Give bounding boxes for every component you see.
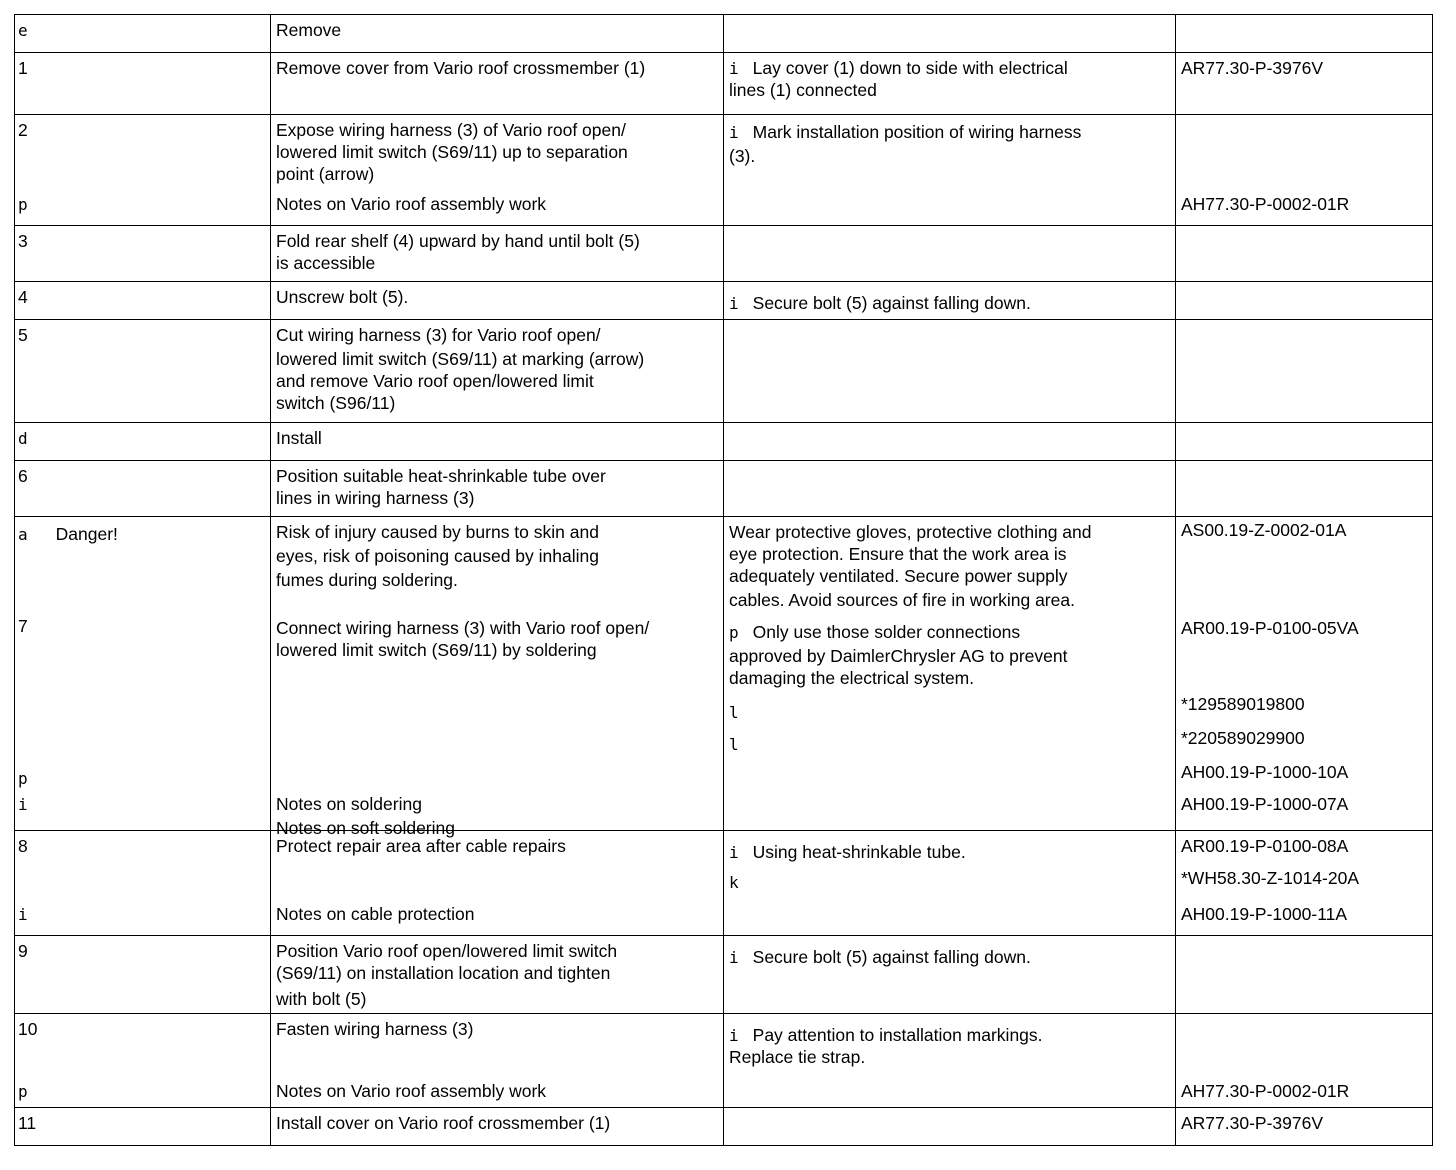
cell-line: [729, 292, 1031, 314]
cell-text: AH77.30-P-0002-01R: [1181, 1081, 1350, 1101]
table-row: [15, 15, 1433, 53]
cell-text: lines in wiring harness (3): [276, 488, 475, 508]
cell-text: Cut wiring harness (3) for Vario roof open/: [276, 325, 601, 345]
cell-line: [276, 230, 640, 252]
step-symbol: a: [18, 525, 28, 544]
cell-line: [729, 79, 877, 101]
cell-line: [18, 903, 42, 925]
cell-text: lowered limit switch (S69/11) at marking (arrow): [276, 349, 645, 369]
cell-c2: [271, 936, 724, 1014]
cell-line: [729, 565, 1068, 587]
cell-line: [729, 946, 1031, 968]
cell-text: lowered limit switch (S69/11) by soldering: [276, 640, 597, 660]
cell-text: Secure bolt (5) against falling down.: [752, 947, 1031, 967]
cell-c4: [1176, 15, 1433, 53]
procedure-table-body: [15, 15, 1433, 1146]
cell-line: [729, 521, 1092, 543]
cell-text: AR77.30-P-3976V: [1181, 1113, 1324, 1133]
cell-text: cables. Avoid sources of fire in working area.: [729, 590, 1075, 610]
cell-text: 8: [18, 836, 28, 856]
cell-text: 11: [18, 1113, 37, 1133]
cell-line: [276, 1112, 610, 1134]
cell-c1: [15, 831, 271, 936]
cell-c4: [1176, 226, 1433, 282]
cell-line: [18, 1112, 36, 1134]
cell-line: [276, 392, 395, 414]
cell-c2: [271, 282, 724, 320]
cell-text: 6: [18, 466, 28, 486]
cell-c1: [15, 423, 271, 461]
cell-text: AH00.19-P-1000-07A: [1181, 794, 1349, 814]
cell-c3: [724, 1014, 1176, 1108]
cell-text: Only use those solder connections: [752, 622, 1021, 642]
table-row: [15, 517, 1433, 831]
cell-c2: [271, 320, 724, 423]
cell-line: [276, 569, 458, 591]
cell-line: [18, 324, 28, 346]
cell-line: [18, 1018, 37, 1040]
cell-line: [729, 589, 1075, 611]
cell-text: Pay attention to installation markings.: [752, 1025, 1043, 1045]
step-symbol: i: [729, 59, 739, 78]
cell-line: [1181, 903, 1347, 925]
cell-text: Danger!: [55, 524, 118, 544]
cell-line: [18, 193, 42, 215]
cell-text: is accessible: [276, 253, 376, 273]
cell-line: [18, 230, 28, 252]
cell-text: approved by DaimlerChrysler AG to prevent: [729, 646, 1068, 666]
cell-line: [276, 324, 601, 346]
cell-line: [1181, 57, 1323, 79]
cell-c4: [1176, 1014, 1433, 1108]
cell-c3: [724, 517, 1176, 831]
cell-text: point (arrow): [276, 164, 375, 184]
cell-c2: [271, 423, 724, 461]
cell-text: 3: [18, 231, 28, 251]
cell-c4: [1176, 115, 1433, 226]
cell-c4: [1176, 423, 1433, 461]
cell-text: Replace tie strap.: [729, 1047, 866, 1067]
cell-line: [1181, 761, 1348, 783]
cell-text: Remove: [276, 20, 342, 40]
cell-text: 10: [18, 1019, 38, 1039]
cell-line: [1181, 867, 1359, 889]
step-symbol: k: [729, 873, 739, 892]
cell-c3: [724, 53, 1176, 115]
table-row: [15, 320, 1433, 423]
cell-line: [276, 370, 594, 392]
cell-text: Install: [276, 428, 322, 448]
cell-line: [729, 1046, 865, 1068]
cell-text: eye protection. Ensure that the work area is: [729, 544, 1067, 564]
cell-line: [18, 793, 42, 815]
cell-c2: [271, 1014, 724, 1108]
cell-line: [276, 617, 649, 639]
cell-c2: [271, 115, 724, 226]
cell-text: Mark installation position of wiring harness: [752, 122, 1082, 142]
cell-c4: [1176, 282, 1433, 320]
cell-c2: [271, 517, 724, 838]
cell-line: [729, 667, 974, 689]
step-symbol: p: [729, 623, 739, 642]
table-row: [15, 226, 1433, 282]
cell-line: [18, 615, 28, 637]
cell-line: [729, 543, 1067, 565]
cell-line: [18, 427, 42, 449]
cell-line: [1181, 793, 1348, 815]
cell-line: [276, 427, 322, 449]
cell-text: Remove cover from Vario roof crossmember (1): [276, 58, 646, 78]
cell-line: [729, 57, 1068, 79]
cell-line: [276, 988, 366, 1010]
cell-text: Position suitable heat-shrinkable tube over: [276, 466, 606, 486]
cell-text: switch (S96/11): [276, 393, 396, 413]
cell-line: [1181, 519, 1346, 541]
cell-c1: [15, 517, 271, 831]
cell-line: [729, 871, 753, 893]
cell-text: Notes on Vario roof assembly work: [276, 1081, 547, 1101]
cell-line: [1181, 193, 1349, 215]
cell-text: Notes on cable protection: [276, 904, 475, 924]
cell-c3: [724, 461, 1176, 517]
cell-c1: [15, 282, 271, 320]
cell-line: [276, 521, 599, 543]
cell-line: [276, 252, 375, 274]
table-row: [15, 1108, 1433, 1146]
cell-c3: [724, 1108, 1176, 1146]
step-symbol: d: [18, 429, 28, 448]
cell-c3: [724, 282, 1176, 320]
cell-text: with bolt (5): [276, 989, 367, 1009]
cell-text: Protect repair area after cable repairs: [276, 836, 566, 856]
cell-line: [1181, 1080, 1349, 1102]
cell-c3: [724, 936, 1176, 1014]
step-symbol: p: [18, 769, 28, 788]
cell-c3: [724, 115, 1176, 226]
table-row: [15, 831, 1433, 936]
cell-line: [18, 767, 42, 789]
cell-line: [729, 645, 1067, 667]
cell-c1: [15, 461, 271, 517]
cell-line: [276, 119, 626, 141]
step-symbol: i: [18, 905, 28, 924]
table-row: [15, 461, 1433, 517]
cell-line: [18, 835, 28, 857]
cell-line: [729, 841, 966, 863]
cell-line: [276, 19, 341, 41]
cell-c3: [724, 226, 1176, 282]
cell-line: [18, 286, 28, 308]
cell-text: lowered limit switch (S69/11) up to separation: [276, 142, 628, 162]
procedure-table: [14, 14, 1433, 1146]
cell-text: 5: [18, 325, 28, 345]
cell-c2: [271, 1108, 724, 1146]
cell-line: [18, 119, 28, 141]
step-symbol: l: [729, 703, 739, 722]
cell-line: [276, 163, 374, 185]
cell-c3: [724, 831, 1176, 936]
cell-line: [276, 141, 628, 163]
table-row: [15, 53, 1433, 115]
cell-text: lines (1) connected: [729, 80, 877, 100]
cell-c3: [724, 423, 1176, 461]
cell-c1: [15, 15, 271, 53]
cell-c3: [724, 15, 1176, 53]
table-row: [15, 115, 1433, 226]
cell-line: [729, 733, 753, 755]
cell-line: [276, 487, 474, 509]
cell-text: 2: [18, 120, 28, 140]
cell-c4: [1176, 1108, 1433, 1146]
step-symbol: i: [729, 1026, 739, 1045]
step-symbol: i: [729, 294, 739, 313]
cell-text: Using heat-shrinkable tube.: [752, 842, 966, 862]
cell-c1: [15, 1108, 271, 1146]
cell-text: 1: [18, 58, 28, 78]
cell-c1: [15, 936, 271, 1014]
cell-text: AS00.19-Z-0002-01A: [1181, 520, 1347, 540]
cell-line: [18, 57, 28, 79]
cell-line: [729, 121, 1081, 143]
cell-c2: [271, 831, 724, 936]
cell-text: AR00.19-P-0100-08A: [1181, 836, 1349, 856]
cell-line: [18, 19, 42, 41]
cell-c4: [1176, 831, 1433, 936]
cell-text: AH77.30-P-0002-01R: [1181, 194, 1350, 214]
cell-c1: [15, 115, 271, 226]
step-symbol: p: [18, 1082, 28, 1101]
cell-c1: [15, 226, 271, 282]
cell-line: [276, 193, 546, 215]
cell-text: Notes on Vario roof assembly work: [276, 194, 547, 214]
cell-line: [276, 286, 408, 308]
cell-text: Install cover on Vario roof crossmember (1): [276, 1113, 611, 1133]
cell-text: Expose wiring harness (3) of Vario roof open/: [276, 120, 626, 140]
cell-line: [276, 962, 610, 984]
cell-line: [1181, 617, 1359, 639]
cell-text: Unscrew bolt (5).: [276, 287, 409, 307]
cell-c4: [1176, 53, 1433, 115]
table-row: [15, 936, 1433, 1014]
cell-text: Lay cover (1) down to side with electrical: [752, 58, 1068, 78]
cell-c1: [15, 320, 271, 423]
cell-c2: [271, 461, 724, 517]
cell-text: *220589029900: [1181, 728, 1305, 748]
cell-text: eyes, risk of poisoning caused by inhaling: [276, 546, 599, 566]
table-row: [15, 282, 1433, 320]
cell-text: AR00.19-P-0100-05VA: [1181, 618, 1359, 638]
cell-text: fumes during soldering.: [276, 570, 458, 590]
cell-line: [276, 940, 617, 962]
step-symbol: i: [729, 843, 739, 862]
cell-c1: [15, 53, 271, 115]
cell-c4: [1176, 461, 1433, 517]
cell-line: [1181, 727, 1305, 749]
cell-text: adequately ventilated. Secure power supply: [729, 566, 1068, 586]
cell-text: 7: [18, 616, 28, 636]
cell-text: AH00.19-P-1000-11A: [1181, 904, 1348, 924]
cell-c2: [271, 53, 724, 115]
cell-line: [18, 523, 118, 545]
cell-text: damaging the electrical system.: [729, 668, 975, 688]
cell-text: Fasten wiring harness (3): [276, 1019, 474, 1039]
cell-c4: [1176, 936, 1433, 1014]
cell-line: [276, 639, 597, 661]
cell-line: [276, 545, 599, 567]
cell-c1: [15, 1014, 271, 1108]
cell-c2: [271, 226, 724, 282]
cell-c4: [1176, 320, 1433, 423]
cell-line: [1181, 835, 1348, 857]
cell-text: *129589019800: [1181, 694, 1305, 714]
cell-line: [276, 1080, 546, 1102]
cell-c4: [1176, 517, 1433, 831]
step-symbol: p: [18, 195, 28, 214]
cell-text: AR77.30-P-3976V: [1181, 58, 1324, 78]
step-symbol: l: [729, 735, 739, 754]
cell-text: Fold rear shelf (4) upward by hand until bolt (5): [276, 231, 640, 251]
cell-text: Position Vario roof open/lowered limit switch: [276, 941, 618, 961]
cell-c2: [271, 15, 724, 53]
cell-text: *WH58.30-Z-1014-20A: [1181, 868, 1359, 888]
cell-line: [276, 1018, 473, 1040]
cell-line: [276, 465, 606, 487]
cell-line: [18, 940, 28, 962]
cell-text: Connect wiring harness (3) with Vario roof open/: [276, 618, 650, 638]
cell-text: (3).: [729, 146, 756, 166]
cell-line: [18, 465, 28, 487]
step-symbol: i: [729, 123, 739, 142]
cell-text: and remove Vario roof open/lowered limit: [276, 371, 594, 391]
cell-line: [1181, 693, 1305, 715]
table-row: [15, 1014, 1433, 1108]
cell-line: [276, 835, 566, 857]
cell-line: [276, 903, 474, 925]
step-symbol: i: [18, 795, 28, 814]
step-symbol: i: [729, 948, 739, 967]
cell-line: [276, 348, 644, 370]
step-symbol: e: [18, 21, 28, 40]
cell-text: (S69/11) on installation location and tighten: [276, 963, 611, 983]
cell-text: AH00.19-P-1000-10A: [1181, 762, 1349, 782]
cell-line: [276, 793, 422, 815]
cell-line: [729, 701, 753, 723]
cell-text: 9: [18, 941, 28, 961]
cell-c3: [724, 320, 1176, 423]
cell-text: Risk of injury caused by burns to skin and: [276, 522, 599, 542]
cell-line: [729, 621, 1020, 643]
cell-text: Wear protective gloves, protective clothing and: [729, 522, 1092, 542]
cell-line: [18, 1080, 42, 1102]
table-row: [15, 423, 1433, 461]
cell-text: Notes on soldering: [276, 794, 422, 814]
cell-line: [276, 57, 645, 79]
cell-line: [729, 145, 755, 167]
cell-text: Secure bolt (5) against falling down.: [752, 293, 1031, 313]
cell-text: 4: [18, 287, 28, 307]
cell-line: [729, 1024, 1043, 1046]
cell-line: [1181, 1112, 1323, 1134]
cell-text: Notes on soft soldering: [276, 818, 455, 838]
